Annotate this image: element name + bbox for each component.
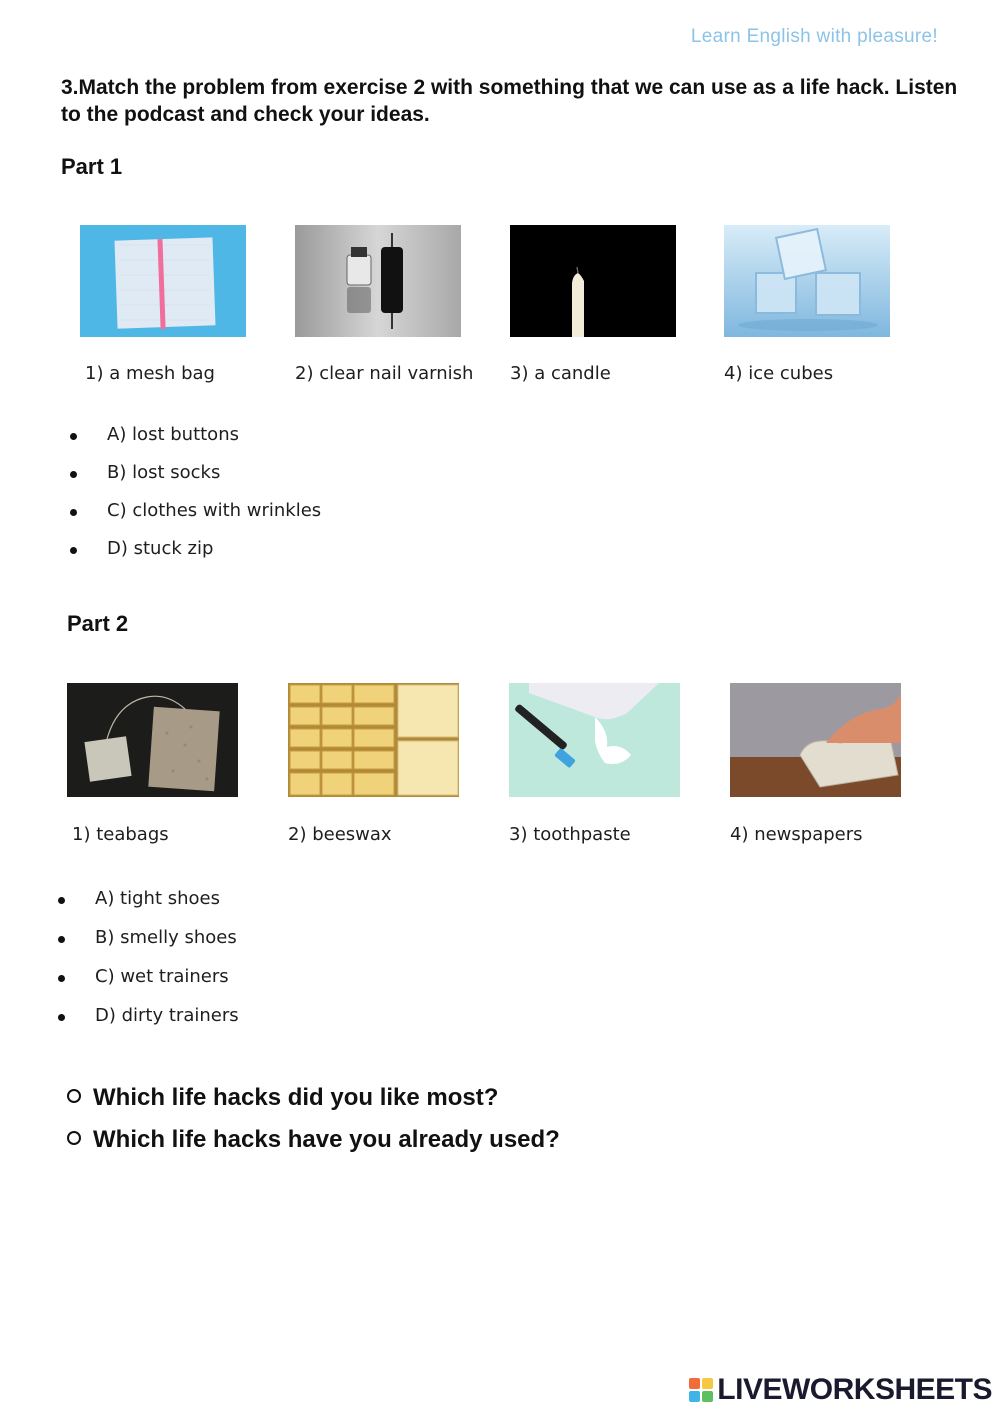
circle-bullet-icon	[67, 1089, 81, 1103]
part-1-option: D) stuck zip	[107, 538, 321, 576]
part-1-option: B) lost socks	[107, 462, 321, 500]
part-1-option: C) clothes with wrinkles	[107, 500, 321, 538]
liveworksheets-logo	[689, 1373, 992, 1407]
part-1-item-3-label: 3) a candle	[510, 363, 611, 384]
beeswax-photo	[288, 683, 459, 797]
part-2-item-1-label: 1) teabags	[72, 824, 169, 845]
part-1-item-1-label: 1) a mesh bag	[85, 363, 215, 384]
part-2-item-4-label: 4) newspapers	[730, 824, 863, 845]
part-1-options	[107, 424, 321, 576]
candle-photo	[510, 225, 676, 337]
question-1-text: Which life hacks did you like most?	[93, 1084, 499, 1111]
logo-text: LIVEWORKSHEETS	[717, 1373, 992, 1406]
logo-grid-icon	[689, 1378, 713, 1402]
part-2-item-2-label: 2) beeswax	[288, 824, 392, 845]
part-2-option: D) dirty trainers	[95, 1005, 239, 1044]
toothpaste-photo	[509, 683, 680, 797]
part-1-item-4-label: 4) ice cubes	[724, 363, 834, 384]
part-2-option: B) smelly shoes	[95, 927, 239, 966]
ice-cubes-photo	[724, 225, 890, 337]
part-2-item-3-label: 3) toothpaste	[509, 824, 631, 845]
question-1	[67, 1084, 498, 1112]
part-2-title: Part 2	[67, 611, 129, 636]
part-2-options	[95, 888, 239, 1044]
newspapers-photo	[730, 683, 901, 797]
question-2	[67, 1126, 560, 1154]
mesh-bag-photo	[80, 225, 246, 337]
question-2-text: Which life hacks have you already used?	[93, 1126, 560, 1153]
part-1-title: Part 1	[61, 154, 123, 179]
part-1-item-2-label: 2) clear nail varnish	[295, 363, 474, 384]
exercise-instruction: 3.Match the problem from exercise 2 with something that we can use as a life hack. Listen to the podcast and check your ideas.	[61, 76, 958, 126]
nail-varnish-photo	[295, 225, 461, 337]
teabags-photo	[67, 683, 238, 797]
part-2-option: A) tight shoes	[95, 888, 239, 927]
part-1-option: A) lost buttons	[107, 424, 321, 462]
circle-bullet-icon	[67, 1131, 81, 1145]
site-tagline: Learn English with pleasure!	[690, 26, 938, 47]
part-2-option: C) wet trainers	[95, 966, 239, 1005]
